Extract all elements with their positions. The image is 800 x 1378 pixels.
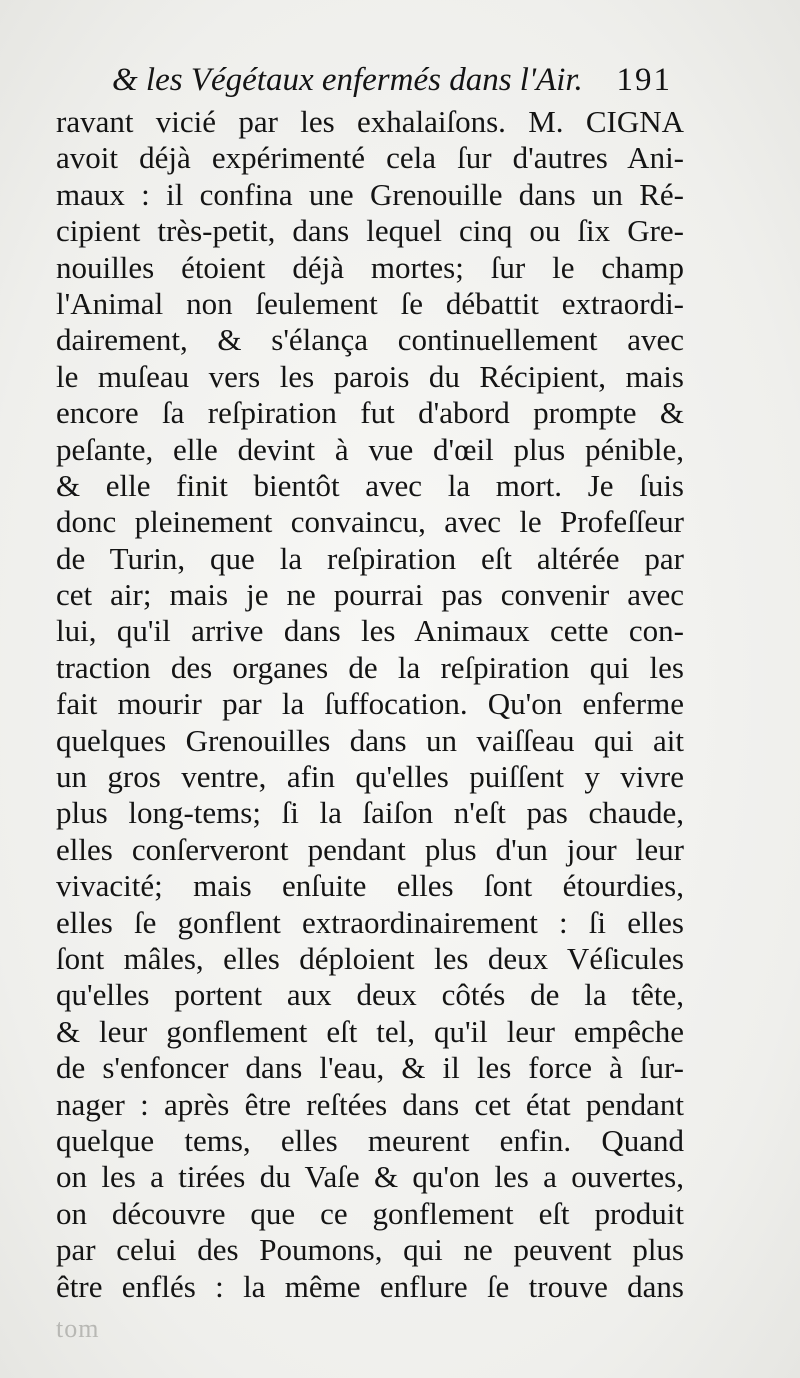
text-line: traction des organes de la reſpiration qui les	[56, 649, 684, 685]
text-line: encore ſa reſpiration fut d'abord prompte &	[56, 395, 684, 431]
text-line: nouilles étoient déjà mortes; ſur le champ	[56, 249, 684, 285]
text-line: donc pleinement convaincu, avec le Profeſſeur	[56, 504, 684, 540]
text-line: par celui des Poumons, qui ne peuvent plus	[56, 1232, 684, 1268]
text-line: peſante, elle devint à vue d'œil plus pénible,	[56, 431, 684, 467]
text-line: on les a tirées du Vaſe & qu'on les a ouvertes,	[56, 1159, 684, 1195]
text-line: cet air; mais je ne pourrai pas convenir avec	[56, 577, 684, 613]
text-line: cipient très-petit, dans lequel cinq ou ſix Gre-	[56, 213, 684, 249]
text-line: quelques Grenouilles dans un vaiſſeau qui ait	[56, 722, 684, 758]
text-line: le muſeau vers les parois du Récipient, mais	[56, 358, 684, 394]
body-text	[56, 104, 684, 1305]
text-line: dairement, & s'élança continuellement avec	[56, 322, 684, 358]
page-number: 191	[616, 62, 672, 98]
text-line: de s'enfoncer dans l'eau, & il les force à ſur-	[56, 1050, 684, 1086]
text-line: un gros ventre, afin qu'elles puiſſent y vivre	[56, 759, 684, 795]
text-line: plus long-tems; ſi la ſaiſon n'eſt pas chaude,	[56, 795, 684, 831]
text-line: elles ſe gonflent extraordinairement : ſi elles	[56, 904, 684, 940]
text-line: on découvre que ce gonflement eſt produit	[56, 1195, 684, 1231]
text-line: & leur gonflement eſt tel, qu'il leur empêche	[56, 1013, 684, 1049]
text-line: fait mourir par la ſuffocation. Qu'on enferme	[56, 686, 684, 722]
text-line: qu'elles portent aux deux côtés de la tête,	[56, 977, 684, 1013]
running-header	[112, 58, 672, 102]
text-line: elles conſerveront pendant plus d'un jour leur	[56, 831, 684, 867]
text-line: lui, qu'il arrive dans les Animaux cette con-	[56, 613, 684, 649]
text-line: avoit déjà expérimenté cela ſur d'autres Ani-	[56, 140, 684, 176]
text-line: être enflés : la même enflure ſe trouve dans	[56, 1268, 684, 1304]
text-line: l'Animal non ſeulement ſe débattit extraordi-	[56, 285, 684, 321]
text-line: vivacité; mais enſuite elles ſont étourdies,	[56, 868, 684, 904]
signature-mark: tom	[56, 1314, 100, 1343]
text-line: ravant vicié par les exhalaiſons. M. CIGNA	[56, 104, 684, 139]
text-line: maux : il confina une Grenouille dans un Ré-	[56, 176, 684, 212]
text-line: & elle finit bientôt avec la mort. Je ſuis	[56, 467, 684, 503]
text-line: quelque tems, elles meurent enfin. Quand	[56, 1122, 684, 1158]
text-line: de Turin, que la reſpiration eſt altérée par	[56, 540, 684, 576]
text-line: nager : après être reſtées dans cet état pendant	[56, 1086, 684, 1122]
text-line: ſont mâles, elles déploient les deux Véſicules	[56, 940, 684, 976]
running-title: & les Végétaux enfermés dans l'Air.	[112, 62, 583, 98]
